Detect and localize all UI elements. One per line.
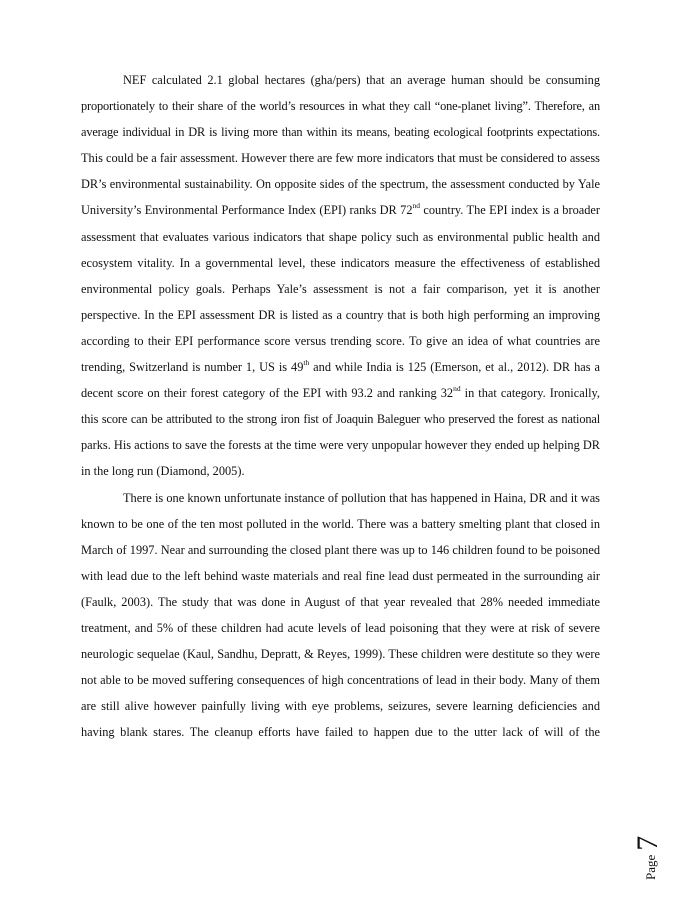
text-line: NEF calculated 2.1 global hectares (gha/pers) that an average human should be consuming (123, 73, 600, 87)
text-line: parks. His actions to save the forests at the time were very unpopular however they ended up helping DR (81, 438, 600, 453)
superscript: nd (412, 201, 421, 211)
text-line: are still alive however painfully living with eye problems, seizures, severe learning deficiencies and (81, 699, 600, 714)
page-number-footer (628, 770, 668, 880)
text-line: decent score on their forest category of the EPI with 93.2 and ranking 32nd in that category. Ironically, (81, 384, 601, 401)
text-line: with lead due to the left behind waste materials and real fine lead dust permeated in the surrounding air (81, 568, 600, 583)
text-line: This could be a fair assessment. However there are few more indicators that must be considered to assess (81, 151, 600, 166)
text-line: treatment, and 5% of these children had acute levels of lead poisoning that they were at risk of severe (81, 620, 600, 635)
text-line: this score can be attributed to the strong iron fist of Joaquin Baleguer who preserved the forest as national (81, 412, 600, 427)
page-label: Page (643, 854, 658, 880)
text-line: ecosystem vitality. In a governmental level, these indicators measure the effectiveness of established (81, 255, 600, 270)
text-line: perspective. In the EPI assessment DR is listed as a country that is both high performing an improving (81, 307, 600, 322)
text-line: DR’s environmental sustainability. On opposite sides of the spectrum, the assessment conducted by Yale (81, 177, 600, 192)
paragraph-1 (81, 67, 600, 485)
text-line: average individual in DR is living more than within its means, beating ecological footprints expectations. (81, 125, 600, 140)
text-line: not able to be moved suffering consequences of high concentrations of lead in their body. Many of them (81, 673, 600, 688)
superscript: nd (453, 384, 461, 394)
text-line: environmental policy goals. Perhaps Yale’s assessment is not a fair comparison, yet it is another (81, 281, 600, 296)
text-line: University’s Environmental Performance Index (EPI) ranks DR 72nd country. The EPI index is a broader (81, 201, 600, 218)
text-line: assessment that evaluates various indicators that shape policy such as environmental public health and (81, 229, 600, 244)
text-line: having blank stares. The cleanup efforts have failed to happen due to the utter lack of will of the (81, 725, 600, 740)
page-number: 7 (631, 835, 664, 851)
text-line: There is one known unfortunate instance of pollution that has happened in Haina, DR and it was (123, 490, 600, 505)
text-line: (Faulk, 2003). The study that was done in August of that year revealed that 28% needed immediate (81, 594, 600, 609)
paragraph-2 (81, 485, 600, 746)
body-text (81, 67, 600, 745)
text-line: according to their EPI performance score versus trending score. To give an idea of what countries are (81, 333, 600, 348)
text-line: known to be one of the ten most polluted in the world. There was a battery smelting plant that closed in (81, 516, 600, 531)
text-line: neurologic sequelae (Kaul, Sandhu, Depratt, & Reyes, 1999). These children were destitute so they were (81, 647, 600, 662)
text-line: proportionately to their share of the world’s resources in what they call “one-planet living”. Therefore, an (81, 99, 600, 114)
text-line: trending, Switzerland is number 1, US is 49th and while India is 125 (Emerson, et al., 2012). DR has a (81, 357, 600, 375)
text-line: in the long run (Diamond, 2005). (81, 464, 245, 479)
text-line: March of 1997. Near and surrounding the closed plant there was up to 146 children found to be poisoned (81, 542, 600, 557)
superscript: th (303, 357, 310, 367)
